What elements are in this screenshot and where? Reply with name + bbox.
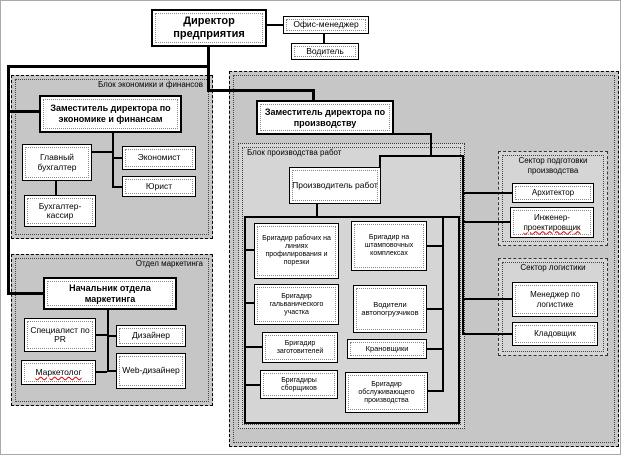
connector-marketing-spine bbox=[107, 310, 109, 372]
node-chief-accountant: Главный бухгалтер bbox=[22, 144, 92, 181]
node-designer: Дизайнер bbox=[116, 325, 186, 347]
connector-office-manager-driver bbox=[323, 34, 325, 43]
connector-crane-operators bbox=[427, 348, 442, 350]
node-deputy-production: Заместитель директора по производству bbox=[256, 100, 394, 135]
connector-marketer bbox=[96, 371, 107, 373]
node-brigade-assemblers: Бригадиры сборщиков bbox=[260, 370, 338, 399]
node-crane-operators: Крановщики bbox=[347, 339, 427, 359]
logistics-sector-label: Сектор логистики bbox=[520, 263, 586, 272]
design-engineer-line2: проектировщик bbox=[523, 222, 581, 232]
node-web-designer: Web-дизайнер bbox=[116, 353, 186, 389]
node-brigade-blanks: Бригадир заготовителей bbox=[262, 332, 338, 363]
node-marketer bbox=[21, 360, 96, 385]
economics-block-label: Блок экономики и финансов bbox=[97, 80, 203, 89]
connector-left-branch bbox=[7, 65, 210, 68]
marketer-label: Маркетолог bbox=[35, 366, 82, 377]
connector-designer bbox=[107, 335, 116, 337]
node-forklift-drivers: Водители автопогрузчиков bbox=[353, 285, 427, 333]
connector-brigade-galvanic bbox=[245, 302, 254, 304]
node-driver: Водитель bbox=[291, 43, 359, 60]
node-logistics-manager: Менеджер по логистике bbox=[512, 282, 598, 317]
connector-brigade-assemblers bbox=[245, 384, 260, 386]
node-director: Директор предприятия bbox=[151, 9, 267, 47]
connector-stub-deputy-econ bbox=[7, 110, 39, 113]
node-economist: Экономист bbox=[122, 146, 196, 170]
connector-deputy-production-out bbox=[392, 133, 432, 135]
connector-forklift-drivers bbox=[427, 308, 442, 310]
node-marketing-head: Начальник отдела маркетинга bbox=[43, 277, 177, 310]
node-office-manager: Офис-менеджер bbox=[283, 16, 369, 34]
connector-right-column-spine bbox=[442, 216, 444, 392]
node-architect: Архитектор bbox=[512, 183, 594, 203]
node-works-producer: Производитель работ bbox=[289, 167, 381, 204]
node-pr-specialist: Специалист по PR bbox=[24, 318, 96, 352]
connector-brigade-blanks bbox=[245, 346, 262, 348]
connector-production-crossbar bbox=[379, 155, 464, 157]
connector-director-trunk bbox=[207, 47, 210, 92]
connector-producer-to-brigades bbox=[316, 204, 318, 216]
works-production-label: Блок производства работ bbox=[247, 148, 342, 157]
connector-brigade-profiling bbox=[245, 249, 254, 251]
connector-storekeeper bbox=[462, 333, 512, 335]
connector-left-vertical bbox=[7, 65, 10, 295]
node-brigade-service: Бригадир обслуживающего производства bbox=[345, 372, 428, 413]
connector-accountant-cashier bbox=[55, 181, 57, 195]
marketing-block-label: Отдел маркетинга bbox=[135, 259, 203, 268]
connector-brigade-stamping bbox=[427, 245, 442, 247]
connector-architect bbox=[462, 192, 512, 194]
connector-director-office-manager bbox=[267, 24, 283, 26]
node-design-engineer bbox=[510, 207, 594, 238]
node-storekeeper: Кладовщик bbox=[512, 322, 598, 346]
connector-deputy-production-down bbox=[430, 133, 432, 157]
connector-lawyer bbox=[112, 186, 122, 188]
connector-brigade-service bbox=[428, 390, 442, 392]
node-brigade-profiling: Бригадир рабочих на линиях профилирования и порезки bbox=[254, 223, 339, 279]
prep-sector-label: Сектор подготовки производства bbox=[518, 156, 588, 175]
connector-chief-accountant bbox=[92, 151, 112, 153]
connector-web-designer bbox=[107, 370, 116, 372]
node-deputy-economics: Заместитель директора по экономике и финансам bbox=[39, 95, 182, 133]
connector-sector-trunk bbox=[462, 155, 464, 335]
connector-stub-marketing-head bbox=[7, 292, 43, 295]
connector-pr-specialist bbox=[96, 334, 107, 336]
design-engineer-line1: Инженер- bbox=[534, 212, 570, 222]
connector-right-branch bbox=[207, 89, 315, 92]
node-lawyer: Юрист bbox=[122, 176, 196, 197]
node-brigade-galvanic: Бригадир гальванического участка bbox=[254, 284, 339, 325]
connector-design-engineer bbox=[462, 221, 510, 223]
connector-economist bbox=[112, 157, 122, 159]
connector-logistics-manager bbox=[462, 298, 512, 300]
connector-econ-spine bbox=[112, 132, 114, 188]
node-brigade-stamping: Бригадир на штамповочных комплексах bbox=[351, 221, 427, 271]
node-accountant-cashier: Бухгалтер-кассир bbox=[24, 195, 96, 227]
